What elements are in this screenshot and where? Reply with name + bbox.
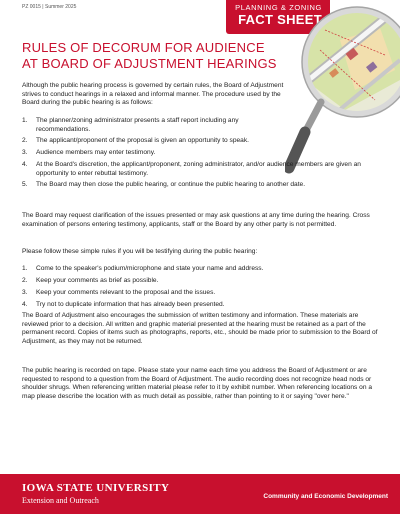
procedure-text: The planner/zoning administrator presents a staff report including any recommendations. [36, 117, 239, 133]
page-title [22, 40, 292, 72]
recording-text: The public hearing is recorded on tape. Please state your name each time you address the Board of Adjustment or are requested to respond to a question from the Board of Adjustment. The audio recording does not recognize head nods or shoulder shrugs. When referencing written material please refer to it by exhibit number. When referencing locations on a map please describe the location with as much detail as possible, rather than pointing to it or saying "over here." [22, 367, 373, 401]
clarification-text: The Board may request clarification of the issues presented or may ask questions at any time during the hearing. Cross examination of persons entering testimony, applicants, staff or the Board by any other party is not permitted. [22, 212, 370, 228]
footer-bar [0, 474, 400, 514]
publication-code: PZ 0015 | Summer 2025 [22, 4, 77, 10]
procedure-number: 2. [22, 137, 28, 145]
procedure-item [22, 181, 366, 190]
badge-planning-zoning: PLANNING & ZONING [235, 3, 322, 12]
procedure-item [22, 117, 288, 134]
rules-intro-text: Please follow these simple rules if you will be testifying during the public hearing: [22, 248, 258, 255]
procedure-item [22, 137, 288, 146]
written-testimony-paragraph [22, 312, 382, 347]
title-line-1: RULES OF DECORUM FOR AUDIENCE [22, 40, 265, 55]
rule-text: Try not to duplicate information that has already been presented. [36, 301, 225, 309]
magnifier-map-image [285, 0, 400, 175]
rule-number: 4. [22, 301, 28, 309]
procedure-number: 3. [22, 149, 28, 157]
rule-number: 3. [22, 289, 28, 297]
procedure-text: Audience members may enter testimony. [36, 149, 156, 157]
procedure-text: At the Board's discretion, the applicant/proponent, zoning administrator, and/or audience members are given an opportunity to enter rebuttal testimony. [36, 160, 361, 177]
rule-text: Keep your comments as brief as possible. [36, 277, 159, 285]
clarification-paragraph [22, 212, 382, 229]
procedure-list [22, 117, 361, 190]
intro-paragraph [22, 82, 288, 108]
rule-item [22, 277, 382, 286]
procedure-text: The applicant/proponent of the proposal is given an opportunity to speak. [36, 137, 249, 145]
rule-text: Come to the speaker's podium/microphone and state your name and address. [36, 265, 264, 272]
intro-text: Although the public hearing process is governed by certain rules, the Board of Adjustment strives to conduct hearings in a relaxed and informal manner. The procedure used by the Board during the public hearing is as follows: [22, 82, 284, 107]
badge-fact-sheet: FACT SHEET [238, 12, 322, 27]
procedure-number: 5. [22, 181, 28, 189]
rule-number: 2. [22, 277, 28, 285]
isu-extension-label: Extension and Outreach [22, 496, 99, 505]
recording-paragraph [22, 367, 382, 402]
procedure-number: 4. [22, 160, 28, 168]
rule-item [22, 265, 382, 274]
rules-intro-paragraph [22, 248, 382, 257]
procedure-item [22, 149, 288, 158]
title-line-2: AT BOARD OF ADJUSTMENT HEARINGS [22, 56, 277, 71]
procedure-number: 1. [22, 117, 28, 124]
rule-text: Keep your comments relevant to the proposal and the issues. [36, 289, 216, 297]
rules-list [22, 265, 382, 310]
procedure-item [22, 161, 366, 178]
isu-wordmark: IOWA STATE UNIVERSITY [22, 482, 170, 494]
procedure-text: The Board may then close the public hearing, or continue the public hearing to another date. [36, 181, 306, 189]
written-testimony-text: The Board of Adjustment also encourages the submission of written testimony and information. These materials are reviewed prior to a decision. All written and graphic material presented at the hearing must be retained as a part of the permanent record. Copies of items such as photographs, reports, etc., should be made prior to submission to the Board of Adjustment, as they may not be returned. [22, 312, 378, 346]
ced-label: Community and Economic Development [263, 493, 388, 500]
rule-item [22, 301, 382, 310]
rule-item [22, 289, 382, 298]
rule-number: 1. [22, 265, 28, 272]
